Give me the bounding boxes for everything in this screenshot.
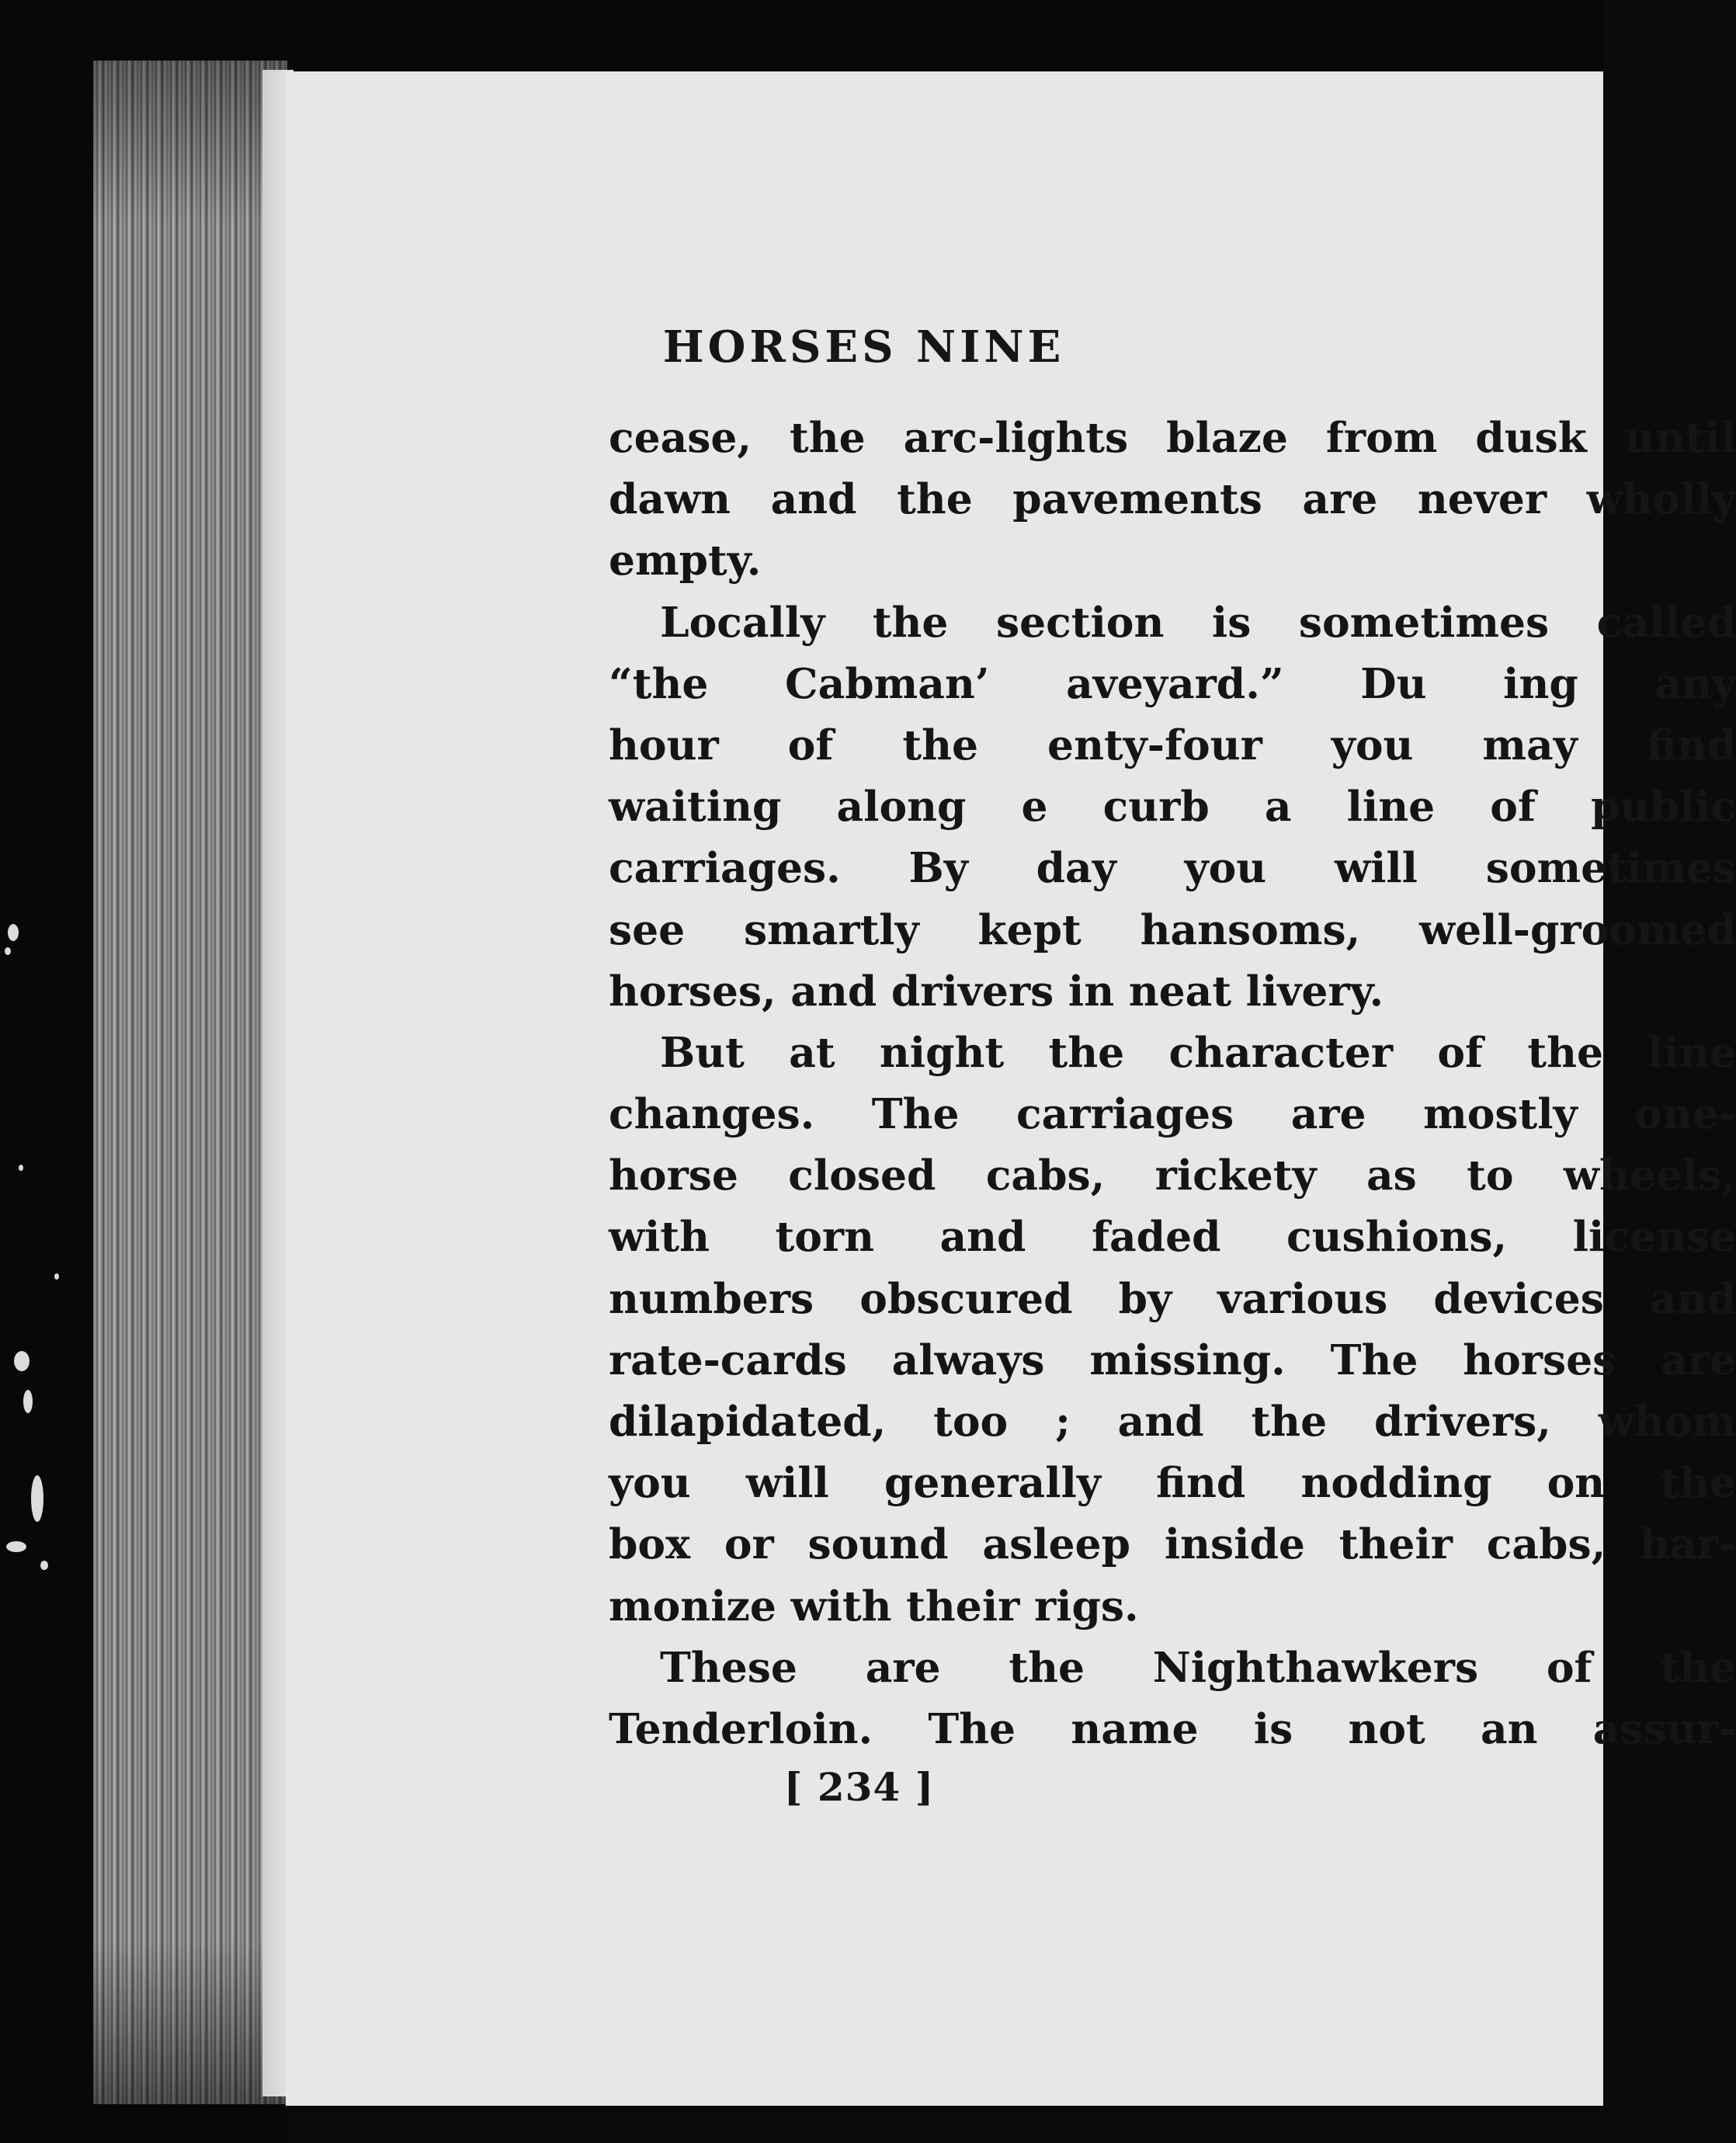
- text-line: horse closed cabs, rickety as to wheels,: [609, 1151, 1736, 1200]
- scan-speck: [31, 1475, 43, 1522]
- text-line: rate-cards always missing. The horses are: [609, 1335, 1736, 1384]
- running-head: [205, 321, 1522, 373]
- scan-speck: [8, 924, 19, 941]
- text-line: dilapidated, too ; and the drivers, whom: [609, 1397, 1736, 1446]
- text-line: you will generally find nodding on the: [609, 1458, 1736, 1508]
- text-line: These are the Nighthawkers of the: [660, 1642, 1736, 1692]
- running-head-text: HORSES NINE: [662, 321, 1065, 373]
- text-line: horses, and drivers in neat livery.: [609, 966, 1384, 1016]
- scan-speck: [5, 947, 11, 955]
- text-line: box or sound asleep inside their cabs, har-: [609, 1520, 1736, 1569]
- scan-speck: [6, 1541, 26, 1552]
- text-line: carriages. By day you will sometimes: [609, 843, 1736, 893]
- body-text: [609, 407, 1736, 1759]
- text-line: cease, the arc-lights blaze from dusk until: [609, 413, 1736, 462]
- page-number: [ 234 ]: [783, 1764, 935, 1810]
- text-line: changes. The carriages are mostly one-: [609, 1089, 1736, 1139]
- text-line: Tenderloin. The name is not an assur-: [609, 1704, 1736, 1753]
- scan-bottom-edge: [286, 2106, 1603, 2143]
- text-line: with torn and faded cushions, license: [609, 1212, 1736, 1262]
- scan-speck: [14, 1351, 30, 1371]
- scan-speck: [54, 1273, 59, 1280]
- text-line: numbers obscured by various devices and: [609, 1273, 1736, 1323]
- text-line: see smartly kept hansoms, well-groomed: [609, 905, 1736, 954]
- text-line: “the Cabman’ aveyard.” Du ing any: [609, 658, 1736, 708]
- text-line: empty.: [609, 536, 762, 585]
- book-page: [286, 71, 1736, 2121]
- text-line: waiting along e curb a line of public: [609, 782, 1736, 832]
- text-line: Locally the section is sometimes called: [660, 597, 1736, 647]
- text-line: But at night the character of the line: [660, 1027, 1736, 1077]
- text-line: hour of the enty-four you may find: [609, 720, 1736, 769]
- text-line: dawn and the pavements are never wholly: [609, 474, 1736, 524]
- scan-speck: [19, 1165, 23, 1171]
- text-line: monize with their rigs.: [609, 1581, 1139, 1631]
- scan-speck: [40, 1561, 48, 1570]
- scan-speck: [23, 1390, 33, 1413]
